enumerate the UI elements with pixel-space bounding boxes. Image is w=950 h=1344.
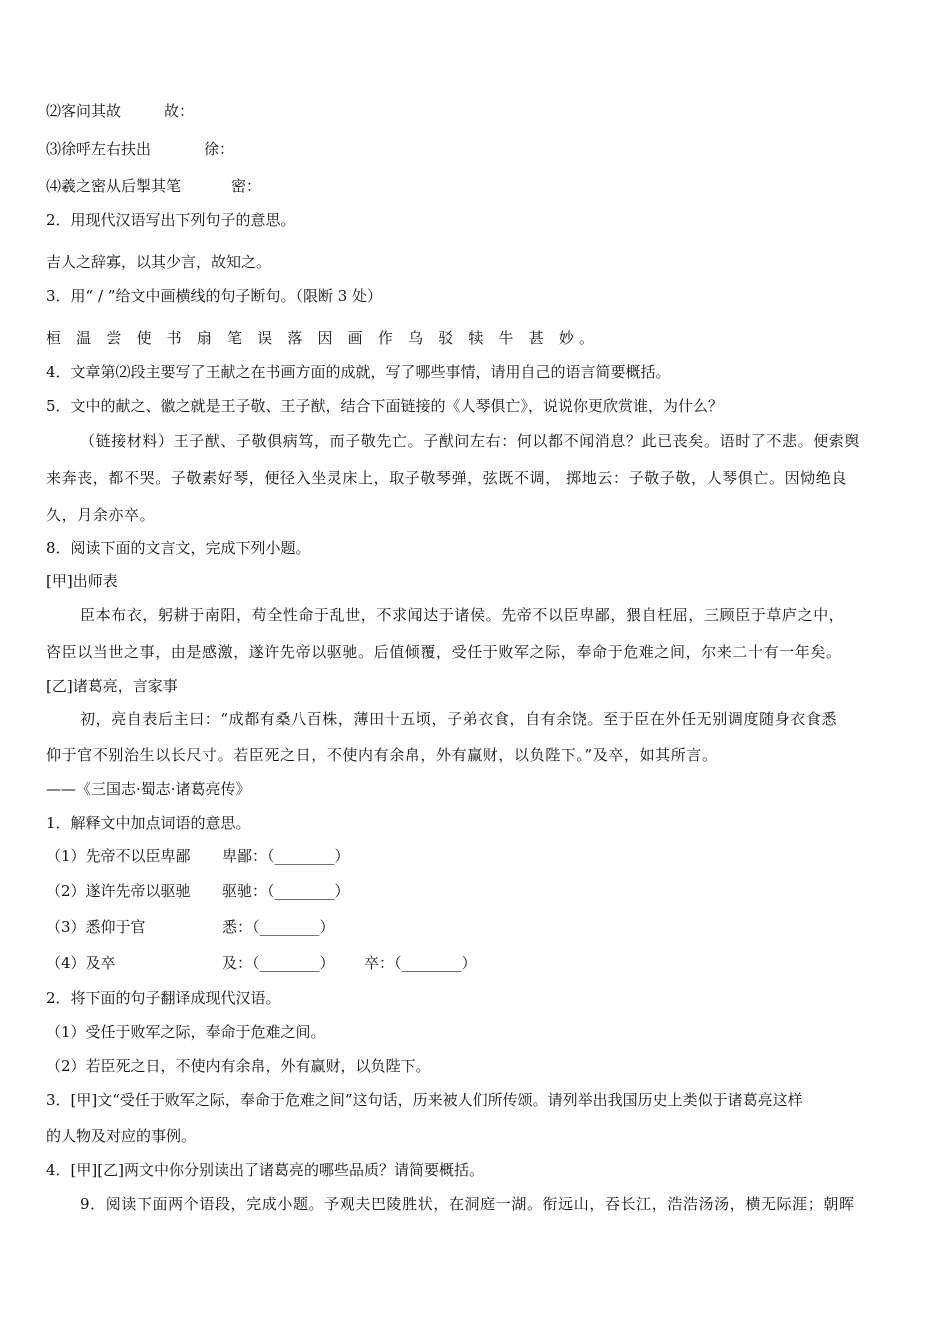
- passage-jia-line: 咨臣以当世之事，由是感激，遂许先帝以驱驰。后值倾覆，受任于败军之际，奉命于危难之间，尔来二十有一年矣。: [46, 643, 842, 661]
- passage-yi-title: [乙]诸葛亮，言家事: [46, 677, 178, 695]
- translate-item: （2）若臣死之日，不使内有余帛，外有赢财，以负陛下。: [46, 1057, 431, 1075]
- passage-jia-line: 臣本布衣，躬耕于南阳，苟全性命于乱世，不求闻达于诸侯。先帝不以臣卑鄙，猥自枉屈，三顾臣于草庐之中，: [80, 606, 845, 624]
- vocab-q4: [46, 176, 262, 196]
- vocab-item-blank-2[interactable]: 卒：（________）: [364, 954, 477, 972]
- vocab-item: [46, 953, 477, 973]
- question-8-4-heading: 4．[甲][乙]两文中你分别读出了诸葛亮的哪些品质？请简要概括。: [46, 1161, 484, 1179]
- vocab-q4-word: 密：: [231, 177, 262, 195]
- vocab-item-sentence: （1）先帝不以臣卑鄙: [46, 847, 191, 865]
- section-8-heading: 8．阅读下面的文言文，完成下列小题。: [46, 539, 311, 557]
- vocab-q2-word: 故：: [164, 102, 195, 120]
- vocab-q4-sentence: ⑷羲之密从后掣其笔: [46, 177, 182, 195]
- vocab-item-blank[interactable]: 及：（________）: [222, 954, 335, 972]
- question-3-sentence: 桓 温 尝 使 书 扇 笔 误 落 因 画 作 乌 驳 犊 牛 甚 妙。: [46, 329, 600, 347]
- vocab-item-sentence: （4）及卒: [46, 954, 116, 972]
- vocab-item: [46, 881, 350, 901]
- question-3-heading: 3．用“ / ”给文中画横线的句子断句。（限断 3 处）: [46, 287, 383, 305]
- passage-jia-title: [甲]出师表: [46, 572, 118, 590]
- vocab-item: [46, 846, 350, 866]
- vocab-q3-word: 徐：: [204, 140, 235, 158]
- question-8-1-heading: 1．解释文中加点词语的意思。: [46, 814, 251, 832]
- section-9-line: 9．阅读下面两个语段，完成小题。予观夫巴陵胜状，在洞庭一湖。衔远山，吞长江，浩浩汤汤，横无际涯；朝晖: [80, 1195, 855, 1213]
- link-material-line: （链接材料）王子猷、子敬俱病笃，而子敬先亡。子猷问左右：何以都不闻消息？此已丧矣。语时了不悲。便索舆: [80, 432, 861, 450]
- question-2-heading: 2．用现代汉语写出下列句子的意思。: [46, 211, 296, 229]
- vocab-item-sentence: （2）遂许先帝以驱驰: [46, 882, 191, 900]
- question-8-3-line: 3．[甲]文“受任于败军之际，奉命于危难之间”这句话，历来被人们所传颂。请列举出我国历史上类似于诸葛亮这样: [46, 1091, 803, 1109]
- vocab-item-blank[interactable]: 卑鄙：（________）: [222, 847, 350, 865]
- link-material-line: 来奔丧，都不哭。子敬素好琴，便径入坐灵床上，取子敬琴弹，弦既不调， 掷地云：子敬子敬，人琴俱亡。因恸绝良: [46, 469, 847, 487]
- question-2-sentence: 吉人之辞寡，以其少言，故知之。: [46, 253, 272, 271]
- vocab-item: [46, 917, 335, 937]
- vocab-item-sentence: （3）悉仰于官: [46, 918, 146, 936]
- passage-source: ——《三国志·蜀志·诸葛亮传》: [46, 780, 251, 798]
- translate-item: （1）受任于败军之际，奉命于危难之间。: [46, 1023, 326, 1041]
- vocab-q2: [46, 101, 195, 121]
- passage-yi-line: 初，亮自表后主曰：“成都有桑八百株，薄田十五顷，子弟衣食，自有余饶。至于臣在外任无别调度随身衣食悉: [80, 710, 838, 728]
- vocab-item-blank[interactable]: 驱驰：（________）: [222, 882, 350, 900]
- question-8-3-line: 的人物及对应的事例。: [46, 1127, 197, 1145]
- question-8-2-heading: 2．将下面的句子翻译成现代汉语。: [46, 989, 281, 1007]
- link-material-line: 久，月余亦卒。: [46, 506, 156, 524]
- question-5-heading: 5．文中的献之、徽之就是王子敬、王子猷，结合下面链接的《人琴俱亡》，说说你更欣赏谁，为什么？: [46, 397, 724, 415]
- vocab-q3-sentence: ⑶徐呼左右扶出: [46, 140, 152, 158]
- vocab-q2-sentence: ⑵客问其故: [46, 102, 122, 120]
- question-4-heading: 4．文章第⑵段主要写了王献之在书画方面的成就，写了哪些事情，请用自己的语言简要概括。: [46, 363, 671, 381]
- passage-yi-line: 仰于官不别治生以长尺寸。若臣死之日，不使内有余帛，外有赢财，以负陛下。”及卒，如其所言。: [46, 746, 718, 764]
- vocab-item-blank[interactable]: 悉：（________）: [222, 918, 335, 936]
- vocab-q3: [46, 139, 235, 159]
